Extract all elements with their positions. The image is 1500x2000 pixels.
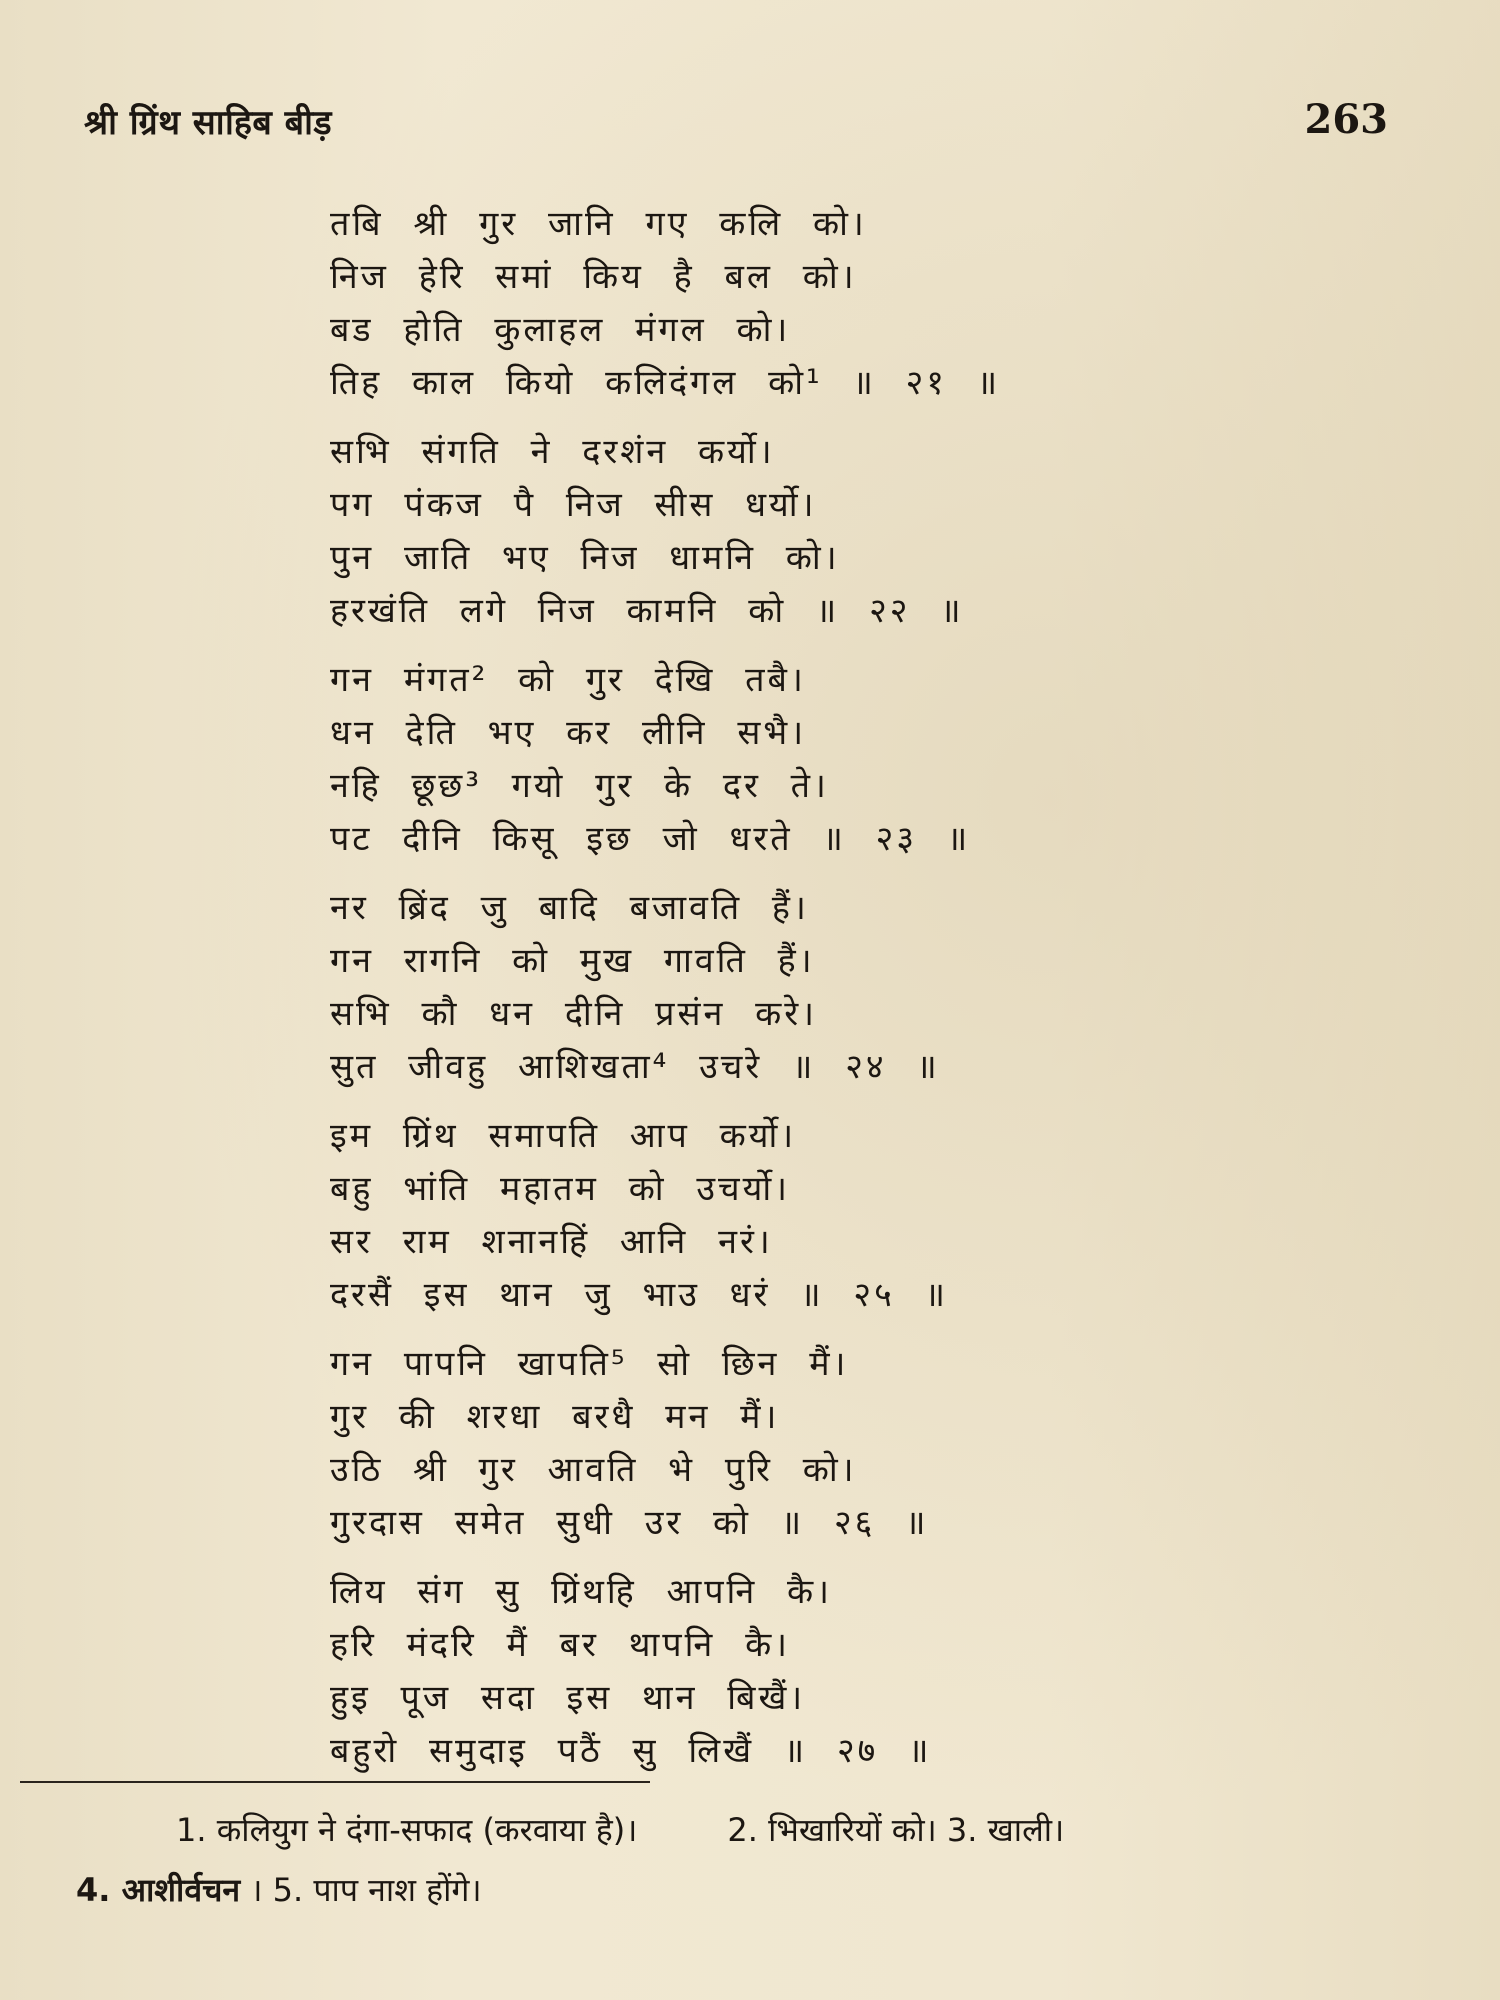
verse-line: नर ब्रिंद जु बादि बजावति हैं।	[330, 888, 809, 928]
footnote-1: 1. कलियुग ने दंगा-सफाद (करवाया है)।	[176, 1811, 638, 1849]
verse-line: सभि कौ धन दीनि प्रसंन करे।	[330, 994, 818, 1034]
verse-line: बहु भांति महातम को उचर्यो।	[330, 1169, 791, 1209]
verse-line: बहुरो समुदाइ पठैं सु लिखैं ॥ २७ ॥	[330, 1731, 932, 1771]
verse-line: सुत जीवहु आशिखता⁴ उचरे ॥ २४ ॥	[330, 1047, 940, 1087]
running-header-title: श्री ग्रिंथ साहिब बीड़	[84, 103, 333, 143]
verse-line: पग पंकज पै निज सीस धर्यो।	[330, 485, 817, 525]
verse-line: गन मंगत² को गुर देखि तबै।	[330, 660, 806, 700]
verse-line: दरसैं इस थान जु भाउ धरं ॥ २५ ॥	[330, 1275, 948, 1315]
stanza-25	[330, 1110, 1130, 1322]
footnote-row	[76, 1860, 1456, 1920]
stanza-23	[330, 654, 1130, 866]
verse-line: धन देति भए कर लीनि सभै।	[330, 713, 807, 753]
verse-line: पट दीनि किसू इछ जो धरते ॥ २३ ॥	[330, 819, 971, 859]
stanza-22	[330, 426, 1130, 638]
verse-line: गुर की शरधा बरधै मन मैं।	[330, 1397, 780, 1437]
page-number: 263	[1304, 96, 1388, 143]
verse-line: हरखंति लगे निज कामनि को ॥ २२ ॥	[330, 591, 964, 631]
stanza-21	[330, 198, 1130, 410]
verse-line: तबि श्री गुर जानि गए कलि को।	[330, 204, 867, 244]
verse-line: हुइ पूज सदा इस थान बिखैं।	[330, 1678, 806, 1718]
footnotes	[76, 1800, 1456, 1920]
stanza-27	[330, 1566, 1130, 1778]
verse-line: नहि छूछ³ गयो गुर के दर ते।	[330, 766, 829, 806]
footnote-row	[76, 1800, 1456, 1860]
footnote-2-3: 2. भिखारियों को। 3. खाली।	[727, 1811, 1065, 1849]
verse-line: तिह काल कियो कलिदंगल को¹ ॥ २१ ॥	[330, 363, 1001, 403]
verse-line: इम ग्रिंथ समापति आप कर्यो।	[330, 1116, 797, 1156]
stanza-24	[330, 882, 1130, 1094]
verse-line: गन रागनि को मुख गावति हैं।	[330, 941, 815, 981]
verse-line: गन पापनि खापति⁵ सो छिन मैं।	[330, 1344, 849, 1384]
verse-block	[330, 198, 1130, 1794]
verse-line: उठि श्री गुर आवति भे पुरि को।	[330, 1450, 857, 1490]
verse-line: लिय संग सु ग्रिंथहि आपनि कै।	[330, 1572, 833, 1612]
verse-line: हरि मंदरि मैं बर थापनि कै।	[330, 1625, 791, 1665]
verse-line: निज हेरि समां किय है बल को।	[330, 257, 857, 297]
verse-line: बड होति कुलाहल मंगल को।	[330, 310, 791, 350]
verse-line: गुरदास समेत सुधी उर को ॥ २६ ॥	[330, 1503, 929, 1543]
verse-line: पुन जाति भए निज धामनि को।	[330, 538, 840, 578]
footnote-divider	[20, 1781, 650, 1783]
stanza-26	[330, 1338, 1130, 1550]
footnote-5: । 5. पाप नाश होंगे।	[250, 1871, 482, 1909]
footnote-4: 4. आशीर्वचन	[76, 1871, 241, 1909]
verse-line: सभि संगति ने दरशंन कर्यो।	[330, 432, 775, 472]
verse-line: सर राम शनानहिं आनि नरं।	[330, 1222, 773, 1262]
